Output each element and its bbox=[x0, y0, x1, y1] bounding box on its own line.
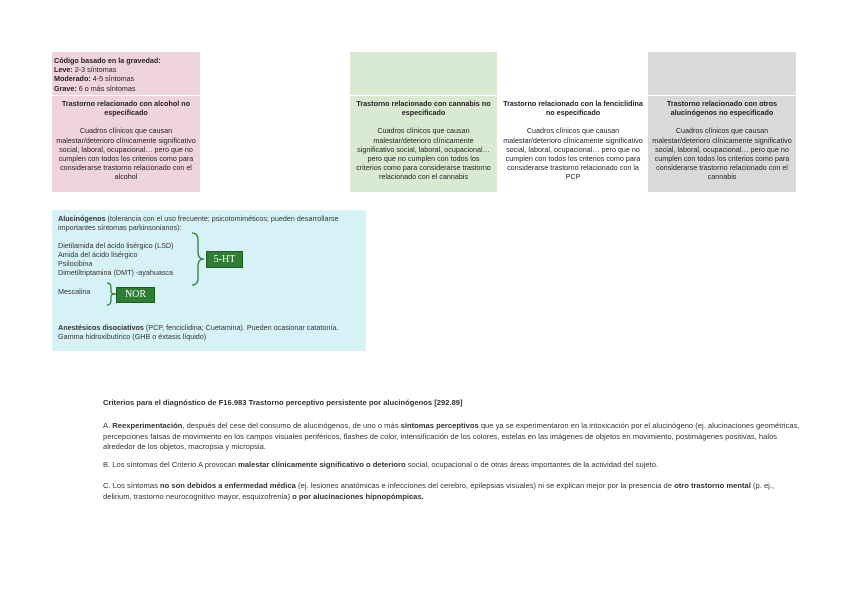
card-body: Cuadros clínicos que causan malestar/deterioro clínicamente significativo social, laboral, ocupacional… pero que no cumplen con todos los criterios como para considerarse trastorno relacionado con la PCP bbox=[503, 126, 643, 182]
card-body: Cuadros clínicos que causan malestar/deterioro clínicamente significativo social, laboral, ocupacional… pero que no cumplen con todos los criterios como para considerarse trastorno relacionado con el alcohol bbox=[56, 126, 196, 182]
tag-nor: NOR bbox=[116, 287, 155, 303]
list-item: Dietilamida del ácido lisérgico (LSD) bbox=[58, 241, 174, 250]
card-body: Cuadros clínicos que causan malestar/deterioro clínicamente significativo social, laboral, ocupacional… pero que no cumplen con todos los criterios como para considerarse trastorno relacionado con el cannabis bbox=[652, 126, 792, 182]
serotonergic-brace bbox=[190, 232, 206, 286]
card-title: Trastorno relacionado con otros alucinógenos no especificado bbox=[666, 99, 778, 118]
list-item: Dimetiltriptamina (DMT) -ayahuasca bbox=[58, 268, 174, 277]
card-title: Trastorno relacionado con alcohol no especificado bbox=[61, 99, 191, 118]
anesthetics-title: Anestésicos disociativos bbox=[58, 323, 144, 332]
tag-5ht: 5-HT bbox=[206, 251, 243, 268]
noradrenergic-item: Mescalina bbox=[58, 287, 91, 296]
card-cannabis bbox=[350, 96, 497, 192]
anesthetics-line: Anestésicos disociativos (PCP, fenciclidina; Cuetamina). Pueden ocasionar catatonía. bbox=[58, 323, 339, 332]
cannabis-header-block bbox=[350, 52, 497, 95]
criteria-heading: Criterios para el diagnóstico de F16.983 Trastorno perceptivo persistente por alucinógenos [292.89] bbox=[103, 398, 463, 407]
list-item: Amida del ácido lisérgico bbox=[58, 250, 138, 259]
other-header-block bbox=[648, 52, 796, 95]
card-title: Trastorno relacionado con cannabis no especificado bbox=[356, 99, 491, 118]
hallucinogens-title: Alucinógenos bbox=[58, 214, 106, 223]
severity-severe: Grave: 6 o más síntomas bbox=[54, 83, 136, 93]
severity-box bbox=[52, 52, 200, 95]
criterion-b: B. Los síntomas del Criterio A provocan malestar clínicamente significativo o deterioro social, ocupacional o de otras áreas importantes de la actividad del sujeto. bbox=[103, 460, 659, 469]
card-pcp bbox=[499, 96, 647, 192]
severity-title: Código basado en la gravedad: bbox=[54, 56, 161, 65]
ghb-line: Gamma hidroxibutírico (GHB o éxtasis líquido) bbox=[58, 332, 207, 341]
criterion-a: A. Reexperimentación, después del cese del consumo de alucinógenos, de uno o más síntomas perceptivos que ya se experimentaron en la intoxicación por el alucinógeno (ej. alucinaciones geométricas, percepciones falsas de movimiento en los campos visuales periféricos, flashes de color, intensificación de los colores, estelas en las imágenes de objetos en movimiento, postimágenes positivas, halos alrededor de los objetos, macropsia y micropsia. bbox=[103, 421, 800, 452]
card-alcohol bbox=[52, 96, 200, 192]
card-title: Trastorno relacionado con la fenciclidina no especificado bbox=[503, 99, 643, 118]
severity-moderate: Moderado: 4-5 síntomas bbox=[54, 74, 135, 84]
severity-mild: Leve: 2-3 síntomas bbox=[54, 65, 117, 75]
card-other-hallucinogens bbox=[648, 96, 796, 192]
hallucinogens-intro: Alucinógenos (tolerancia con el uso frecuente; psicotomiméticos; pueden desarrollarse importantes síntomas parkinsonianos): bbox=[58, 214, 339, 232]
criterion-c: C. Los síntomas no son debidos a enfermedad médica (ej. lesiones anatómicas e infecciones del cerebro, epilepsias visuales) ni se explican mejor por la presencia de otro trastorno mental (p. ej., delirium, trastorno neurocognitivo mayor, esquizofrenia) o por alucinaciones hipnopómpicas. bbox=[103, 481, 775, 501]
serotonergic-list bbox=[58, 241, 198, 277]
list-item: Psilocibina bbox=[58, 259, 93, 268]
card-body: Cuadros clínicos que causan malestar/deterioro clínicamente significativo social, laboral, ocupacional… pero que no cumplen con todos los criterios como para considerarse trastorno relacionado con el cannabis bbox=[356, 126, 491, 182]
